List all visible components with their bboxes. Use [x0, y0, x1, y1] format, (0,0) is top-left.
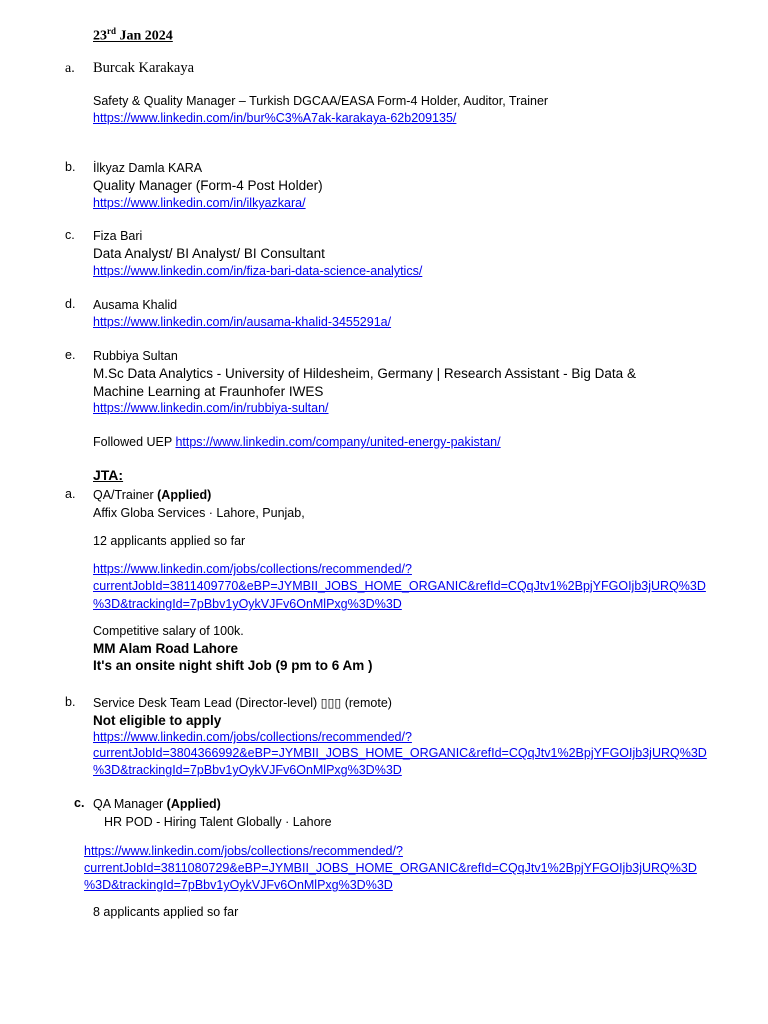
job-b-title: Service Desk Team Lead (Director-level) ▯▯▯ (remote)	[93, 696, 392, 710]
followed-label: Followed UEP	[93, 435, 176, 449]
job-b-link-line2[interactable]: currentJobId=3804366992&eBP=JYMBII_JOBS_HOME_ORGANIC&refId=CQqJtv1%2BpjYFGOIjb3jURQ%3D	[93, 746, 707, 760]
job-c-link-line1[interactable]: https://www.linkedin.com/jobs/collections/recommended/?	[84, 844, 403, 858]
job-c-company: HR POD - Hiring Talent Globally · Lahore	[104, 815, 332, 829]
contact-e-name: Rubbiya Sultan	[93, 349, 178, 363]
contact-b-title: Quality Manager (Form-4 Post Holder)	[93, 178, 323, 193]
contact-c-title: Data Analyst/ BI Analyst/ BI Consultant	[93, 246, 325, 261]
job-b-link-line3[interactable]: %3D&trackingId=7pBbv1yOykVJFv6OnMlPxg%3D%3D	[93, 763, 402, 777]
contact-b-link[interactable]: https://www.linkedin.com/in/ilkyazkara/	[93, 196, 306, 210]
contact-e-marker: e.	[65, 348, 76, 362]
job-c-link-line3[interactable]: %3D&trackingId=7pBbv1yOykVJFv6OnMlPxg%3D%3D	[84, 878, 393, 892]
contact-e-title-line2: Machine Learning at Fraunhofer IWES	[93, 384, 324, 399]
job-c-title: QA Manager	[93, 797, 167, 811]
job-a-marker: a.	[65, 487, 76, 501]
job-a-link-line2[interactable]: currentJobId=3811409770&eBP=JYMBII_JOBS_HOME_ORGANIC&refId=CQqJtv1%2BpjYFGOIjb3jURQ%3D	[93, 579, 706, 593]
contact-b-name: İlkyaz Damla KARA	[93, 161, 203, 175]
job-c-title-line	[93, 796, 221, 813]
job-b-marker: b.	[65, 695, 76, 709]
page-date	[93, 26, 173, 45]
contact-d-marker: d.	[65, 297, 76, 311]
contact-e-title-line1: M.Sc Data Analytics - University of Hildesheim, Germany | Research Assistant - Big Data &	[93, 366, 636, 381]
date-day: 23	[93, 28, 107, 44]
job-a-status: (Applied)	[157, 488, 212, 502]
job-a-company: Affix Globa Services · Lahore, Punjab,	[93, 506, 305, 520]
job-a-shift: It's an onsite night shift Job (9 pm to 6 Am )	[93, 658, 373, 673]
job-b-link-line1[interactable]: https://www.linkedin.com/jobs/collections/recommended/?	[93, 730, 412, 744]
contact-d-link[interactable]: https://www.linkedin.com/in/ausama-khalid-3455291a/	[93, 315, 392, 329]
contact-c-link[interactable]: https://www.linkedin.com/in/fiza-bari-data-science-analytics/	[93, 264, 423, 278]
job-c-marker: c.	[74, 796, 85, 810]
job-a-applicants: 12 applicants applied so far	[93, 534, 246, 548]
contact-a-name: Burcak Karakaya	[93, 60, 195, 76]
job-b-eligibility: Not eligible to apply	[93, 713, 222, 728]
job-a-salary: Competitive salary of 100k.	[93, 624, 244, 638]
job-c-applicants: 8 applicants applied so far	[93, 905, 239, 919]
job-a-title-line	[93, 487, 211, 504]
followed-link[interactable]: https://www.linkedin.com/company/united-energy-pakistan/	[175, 435, 501, 449]
contact-c-name: Fiza Bari	[93, 229, 143, 243]
contact-a-marker: a.	[65, 61, 75, 76]
job-a-title: QA/Trainer	[93, 488, 158, 502]
job-a-location: MM Alam Road Lahore	[93, 641, 239, 656]
contact-e-link[interactable]: https://www.linkedin.com/in/rubbiya-sultan/	[93, 401, 329, 415]
jta-heading: JTA:	[93, 467, 124, 483]
date-rest: Jan 2024	[116, 28, 173, 44]
contact-a-title: Safety & Quality Manager – Turkish DGCAA/EASA Form-4 Holder, Auditor, Trainer	[93, 94, 549, 108]
job-c-status: (Applied)	[166, 797, 221, 811]
contact-b-marker: b.	[65, 160, 76, 174]
job-a-link-line3[interactable]: %3D&trackingId=7pBbv1yOykVJFv6OnMlPxg%3D%3D	[93, 597, 402, 611]
contact-d-name: Ausama Khalid	[93, 298, 178, 312]
date-suffix: rd	[107, 26, 116, 36]
followed-line	[93, 434, 501, 451]
contact-a-link[interactable]: https://www.linkedin.com/in/bur%C3%A7ak-karakaya-62b209135/	[93, 111, 457, 125]
job-a-link-line1[interactable]: https://www.linkedin.com/jobs/collections/recommended/?	[93, 562, 412, 576]
job-c-link-line2[interactable]: currentJobId=3811080729&eBP=JYMBII_JOBS_HOME_ORGANIC&refId=CQqJtv1%2BpjYFGOIjb3jURQ%3D	[84, 861, 697, 875]
contact-c-marker: c.	[65, 228, 75, 242]
